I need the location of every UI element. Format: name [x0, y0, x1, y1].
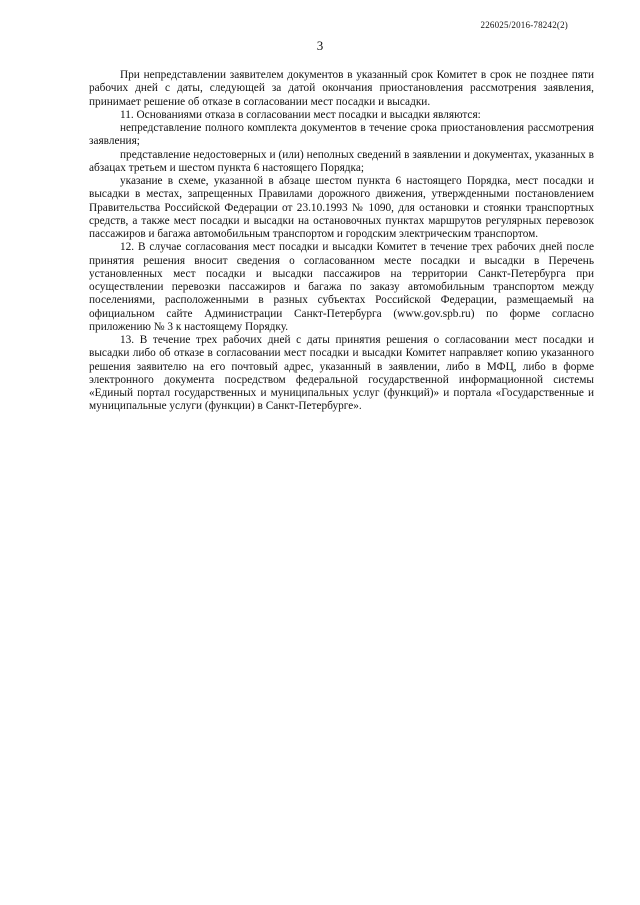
- page-number: 3: [316, 38, 324, 53]
- document-id: 226025/2016-78242(2): [480, 20, 568, 30]
- document-body: [89, 69, 594, 414]
- paragraph-13-notification: 13. В течение трех рабочих дней с даты принятия решения о согласовании мест посадки и высадки либо об отказе в согласовании мест посадки и высадки Комитет направляет копию указанного решения заявителю на его почтовый адрес, указанный в заявлении, либо в МФЦ, либо в форме электронного документа посредством федеральной государственной информационной системы «Единый портал государственных и муниципальных услуг (функций)» и портала «Государственные и муниципальные услуги (функции) в Санкт-Петербурге».: [89, 334, 594, 413]
- paragraph-incomplete-documents: непредставление полного комплекта документов в течение срока приостановления рассмотрения заявления;: [89, 122, 594, 148]
- paragraph-11-grounds: 11. Основаниями отказа в согласовании мест посадки и высадки являются:: [120, 108, 481, 121]
- paragraph-refusal-deadline: При непредставлении заявителем документов в указанный срок Комитет в срок не позднее пяти рабочих дней с даты, следующей за датой окончания приостановления рассмотрения заявления, принимает решение об отказе в согласовании мест посадки и высадки.: [89, 69, 594, 108]
- paragraph-forbidden-places: указание в схеме, указанной в абзаце шестом пункта 6 настоящего Порядка, мест посадки и высадки в местах, запрещенных Правилами дорожного движения, утвержденными постановлением Правительства Российской Федерации от 23.10.1993 № 1090, для остановки и стоянки транспортных средств, а также мест посадки и высадки на остановочных пунктах маршрутов регулярных перевозок пассажиров и багажа автомобильным транспортом и городским электрическим транспортом.: [89, 175, 594, 240]
- paragraph-unreliable-info: представление недостоверных и (или) неполных сведений в заявлении и документах, указанных в абзацах третьем и шестом пункта 6 настоящего Порядка;: [89, 148, 594, 174]
- paragraph-12-approval: 12. В случае согласования мест посадки и высадки Комитет в течение трех рабочих дней после принятия решения вносит сведения о согласованном месте посадки и высадки в Перечень установленных мест посадки и высадки пассажиров на территории Санкт-Петербурга при осуществлении перевозки пассажиров и багажа по заказу автомобильным транспортом между поселениями, расположенными в разных субъектах Российской Федерации, размещаемый на официальном сайте Администрации Санкт-Петербурга (www.gov.spb.ru) по форме согласно приложению № 3 к настоящему Порядку.: [89, 241, 594, 333]
